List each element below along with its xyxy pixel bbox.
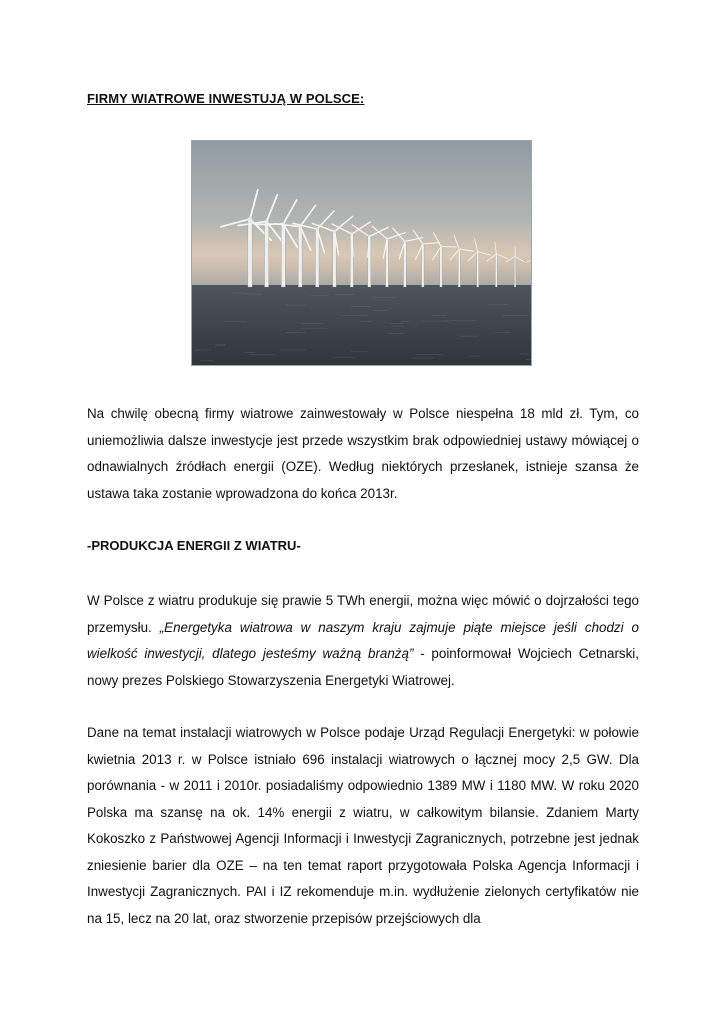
turbine-hub xyxy=(440,245,442,247)
turbine-hub xyxy=(477,251,479,253)
turbine-tower xyxy=(265,222,269,288)
turbine-hub xyxy=(368,235,371,238)
paragraph-intro: Na chwilę obecną firmy wiatrowe zainwestowały w Polsce niespełna 18 mld zł. Tym, co uniemożliwia dalsze inwestycje jest przede wszystkim brak odpowiedniej ustawy mówiącej o odnawialnych źródłach energii (OZE). Według niektórych przesłanek, istnieje szansa że ustawa taka zostanie wprowadzona do końca 2013r. xyxy=(87,406,639,501)
turbine-hub xyxy=(422,243,424,245)
turbine-tower xyxy=(248,219,252,287)
section-heading: -PRODUKCJA ENERGII Z WIATRU- xyxy=(87,538,301,553)
turbine-tower xyxy=(316,229,320,287)
turbine-tower xyxy=(422,244,424,287)
paragraph-production-outro: - poinformował Wojciech Cetnarski, nowy prezes Polskiego Stowarzyszenia Energetyki Wiatrowej. xyxy=(87,646,639,688)
turbine-tower xyxy=(298,227,302,288)
wind-turbines-image xyxy=(192,141,531,365)
turbine-tower xyxy=(404,242,407,288)
turbine-hub xyxy=(350,232,353,235)
paragraph-production xyxy=(87,588,639,694)
turbine-tower xyxy=(440,247,442,288)
turbine-tower xyxy=(514,257,516,288)
turbine-hub xyxy=(333,230,336,233)
turbine-blade xyxy=(441,247,457,248)
document-title: FIRMY WIATROWE INWESTUJĄ W POLSCE: xyxy=(87,91,365,106)
paragraph-statistics: Dane na temat instalacji wiatrowych w Polsce podaje Urząd Regulacji Energetyki: w połowie kwietnia 2013 r. w Polsce istniało 696 instalacji wiatrowych o łącznej mocy 2,5 GW. Dla porównania - w 2011 i 2010r. posiadaliśmy odpowiednio 1389 MW i 1180 MW. W roku 2020 Polska ma szansę na ok. 14% energii z wiatru, w całkowitym bilansie. Zdaniem Marty Kokoszko z Państwowej Agencji Informacji i Inwestycji Zagranicznych, potrzebne jest jednak zniesienie barier dla OZE – na ten temat raport przygotowała Polska Agencja Informacji i Inwestycji Zagranicznych. PAI i IZ rekomenduje m.in. wydłużenie zielonych certyfikatów nie na 15, lecz na 20 lat, oraz stworzenie przepisów przejściowych dla xyxy=(87,725,639,926)
turbine-tower xyxy=(281,224,285,287)
turbine-hub xyxy=(404,240,407,243)
turbine-hub xyxy=(458,248,460,250)
turbine-hub xyxy=(265,219,269,223)
paragraph-production-intro: W Polsce z wiatru produkuje się prawie 5 TWh energii, można więc mówić o dojrzałości tego przemysłu. xyxy=(87,593,639,635)
turbine-tower xyxy=(477,252,479,288)
turbine-hub xyxy=(386,238,389,241)
turbine-tower xyxy=(458,249,460,287)
turbine-hub xyxy=(248,217,252,221)
turbine-hub xyxy=(514,256,516,258)
turbine-hub xyxy=(495,253,497,255)
paragraph-production-quote: „Energetyka wiatrowa w naszym kraju zajmuje piąte miejsce jeśli chodzi o wielkość inwestycji, dlatego jesteśmy ważną branżą” xyxy=(87,619,639,661)
turbine-tower xyxy=(495,254,497,287)
turbine-hub xyxy=(316,227,320,231)
wind-turbines-photo xyxy=(191,140,532,366)
